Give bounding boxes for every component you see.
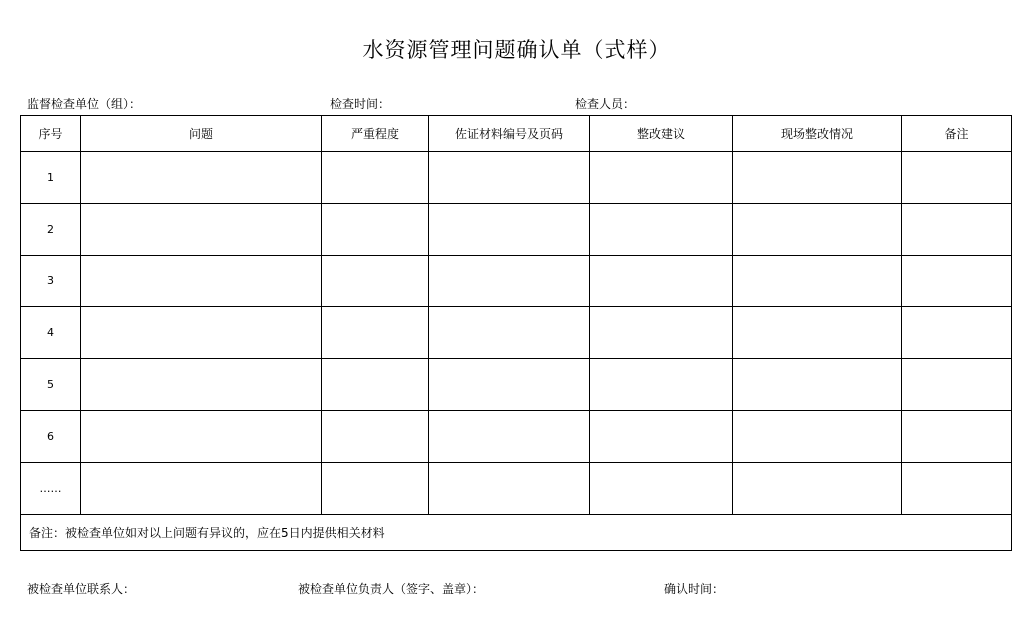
row-seq: ……: [21, 462, 81, 514]
cell-remarks[interactable]: [902, 307, 1012, 359]
contact-person-label: 被检查单位联系人：: [27, 582, 136, 596]
confirmation-table: [20, 115, 1012, 551]
header-severity: 严重程度: [322, 116, 429, 152]
cell-remarks[interactable]: [902, 462, 1012, 514]
cell-onsite[interactable]: [733, 307, 902, 359]
header-issue: 问题: [81, 116, 322, 152]
inspector-label: 检查人员：: [575, 97, 636, 111]
cell-severity[interactable]: [322, 203, 429, 255]
cell-evidence[interactable]: [429, 152, 590, 204]
header-seq: 序号: [21, 116, 81, 152]
cell-severity[interactable]: [322, 359, 429, 411]
table-row: [21, 255, 1012, 307]
cell-evidence[interactable]: [429, 410, 590, 462]
cell-issue[interactable]: [81, 307, 322, 359]
cell-remarks[interactable]: [902, 255, 1012, 307]
table-row: [21, 462, 1012, 514]
cell-remarks[interactable]: [902, 410, 1012, 462]
table-row: [21, 307, 1012, 359]
cell-suggestion[interactable]: [590, 152, 733, 204]
cell-issue[interactable]: [81, 152, 322, 204]
header-remarks: 备注: [902, 116, 1012, 152]
table-note: 备注：被检查单位如对以上问题有异议的，应在5日内提供相关材料: [21, 514, 1012, 550]
cell-remarks[interactable]: [902, 359, 1012, 411]
cell-issue[interactable]: [81, 203, 322, 255]
cell-issue[interactable]: [81, 359, 322, 411]
page-title: 水资源管理问题确认单（式样）: [362, 38, 671, 62]
cell-issue[interactable]: [81, 462, 322, 514]
table-row: [21, 203, 1012, 255]
cell-severity[interactable]: [322, 307, 429, 359]
header-onsite-rectification: 现场整改情况: [733, 116, 902, 152]
cell-remarks[interactable]: [902, 203, 1012, 255]
cell-suggestion[interactable]: [590, 203, 733, 255]
cell-onsite[interactable]: [733, 410, 902, 462]
cell-onsite[interactable]: [733, 152, 902, 204]
cell-evidence[interactable]: [429, 359, 590, 411]
cell-severity[interactable]: [322, 462, 429, 514]
row-seq: 2: [21, 203, 81, 255]
header-suggestion: 整改建议: [590, 116, 733, 152]
cell-onsite[interactable]: [733, 255, 902, 307]
table-row: [21, 359, 1012, 411]
table-note-row: [21, 514, 1012, 550]
table-row: [21, 410, 1012, 462]
cell-evidence[interactable]: [429, 462, 590, 514]
cell-severity[interactable]: [322, 152, 429, 204]
cell-issue[interactable]: [81, 410, 322, 462]
row-seq: 1: [21, 152, 81, 204]
cell-issue[interactable]: [81, 255, 322, 307]
header-evidence: 佐证材料编号及页码: [429, 116, 590, 152]
table-header-row: [21, 116, 1012, 152]
cell-suggestion[interactable]: [590, 307, 733, 359]
row-seq: 4: [21, 307, 81, 359]
table-row: [21, 152, 1012, 204]
cell-onsite[interactable]: [733, 203, 902, 255]
responsible-person-label: 被检查单位负责人（签字、盖章）：: [298, 582, 485, 596]
cell-evidence[interactable]: [429, 255, 590, 307]
row-seq: 5: [21, 359, 81, 411]
row-seq: 3: [21, 255, 81, 307]
cell-suggestion[interactable]: [590, 462, 733, 514]
cell-suggestion[interactable]: [590, 255, 733, 307]
inspection-time-label: 检查时间：: [330, 97, 391, 111]
cell-severity[interactable]: [322, 255, 429, 307]
cell-remarks[interactable]: [902, 152, 1012, 204]
row-seq: 6: [21, 410, 81, 462]
inspection-unit-label: 监督检查单位（组）：: [27, 97, 142, 111]
cell-suggestion[interactable]: [590, 359, 733, 411]
confirm-time-label: 确认时间：: [664, 582, 725, 596]
cell-onsite[interactable]: [733, 359, 902, 411]
cell-severity[interactable]: [322, 410, 429, 462]
cell-evidence[interactable]: [429, 307, 590, 359]
cell-suggestion[interactable]: [590, 410, 733, 462]
cell-evidence[interactable]: [429, 203, 590, 255]
cell-onsite[interactable]: [733, 462, 902, 514]
